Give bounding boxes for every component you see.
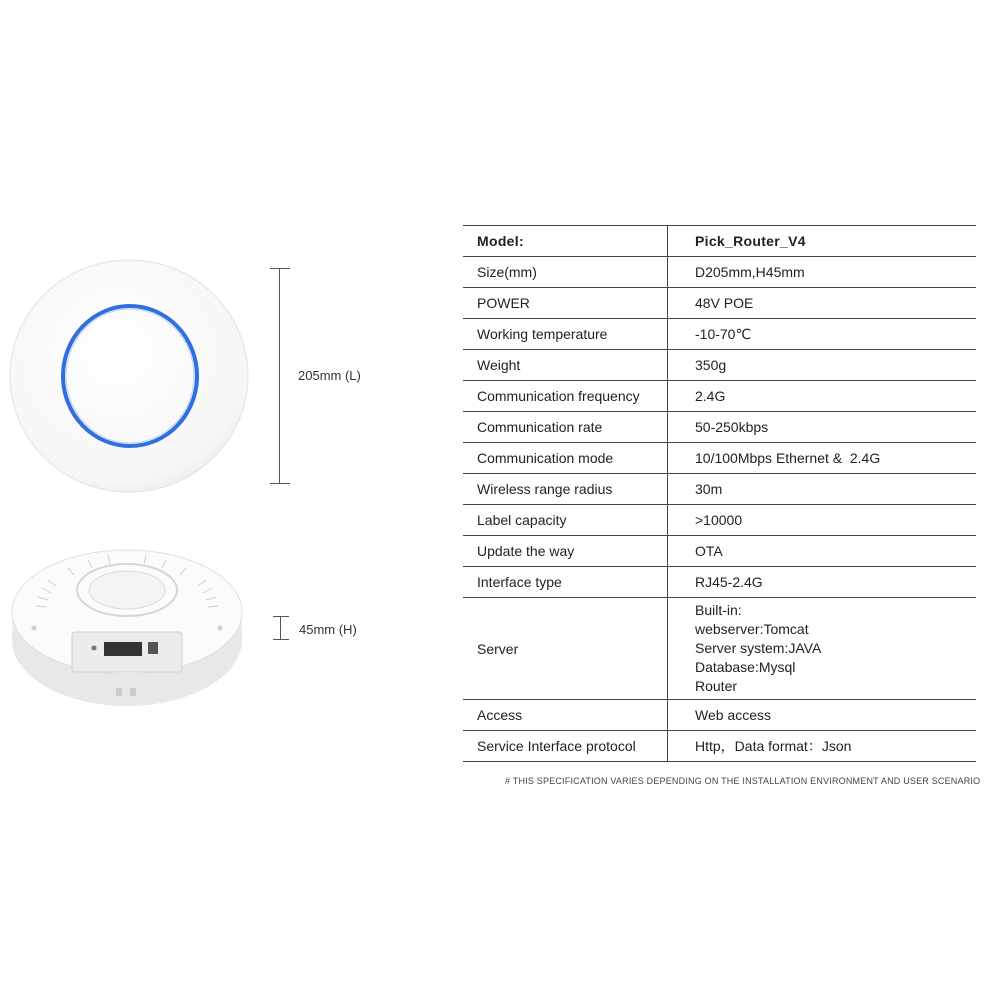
spec-key: Service Interface protocol [463,731,668,762]
server-line: Built-in: [695,602,742,618]
table-row [463,443,976,474]
spec-value-multiline [668,598,977,700]
server-line: webserver:Tomcat [695,621,809,637]
table-row [463,731,976,762]
server-line: Server system:JAVA [695,640,822,656]
table-row [463,257,976,288]
table-row [463,226,976,257]
spec-key: Communication mode [463,443,668,474]
spec-value: OTA [695,543,723,559]
router-top-view-image [8,258,250,494]
table-row [463,288,976,319]
spec-value: Http，Data format：Json [695,738,852,754]
spec-key: Model: [463,226,668,257]
table-row [463,536,976,567]
spec-value: 10/100Mbps Ethernet & 2.4G [695,450,881,466]
table-row [463,700,976,731]
spec-value: 350g [695,357,727,373]
spec-value: Pick_Router_V4 [695,233,806,249]
spec-key: Wireless range radius [463,474,668,505]
table-row [463,350,976,381]
table-row [463,474,976,505]
spec-value: >10000 [695,512,743,528]
spec-value: -10-70℃ [695,325,752,342]
spec-key: Interface type [463,567,668,598]
spec-value: Web access [695,707,771,723]
router-side-view-image [8,540,246,712]
spec-key: Access [463,700,668,731]
spec-key: Working temperature [463,319,668,350]
spec-key: Update the way [463,536,668,567]
table-row [463,412,976,443]
spec-key: Communication rate [463,412,668,443]
table-row [463,381,976,412]
spec-value: D205mm,H45mm [695,264,805,280]
server-line: Router [695,678,738,694]
spec-table [463,225,976,762]
spec-value: RJ45-2.4G [695,574,763,590]
spec-key: Server [463,598,668,700]
length-dimension-marker [270,268,290,484]
spec-value: 30m [695,481,723,497]
spec-value: 50-250kbps [695,419,769,435]
spec-value: 48V POE [695,295,754,311]
spec-key: Size(mm) [463,257,668,288]
spec-key: POWER [463,288,668,319]
height-label: 45mm (H) [299,622,357,637]
server-line: Database:Mysql [695,659,796,675]
spec-value: 2.4G [695,388,726,404]
length-label: 205mm (L) [298,368,361,383]
table-row [463,319,976,350]
table-row [463,567,976,598]
spec-key: Label capacity [463,505,668,536]
table-row [463,505,976,536]
spec-footnote: # THIS SPECIFICATION VARIES DEPENDING ON THE INSTALLATION ENVIRONMENT AND USER SCENARIO [505,776,981,786]
spec-key: Weight [463,350,668,381]
spec-key: Communication frequency [463,381,668,412]
table-row [463,598,976,700]
height-dimension-marker [273,616,289,640]
